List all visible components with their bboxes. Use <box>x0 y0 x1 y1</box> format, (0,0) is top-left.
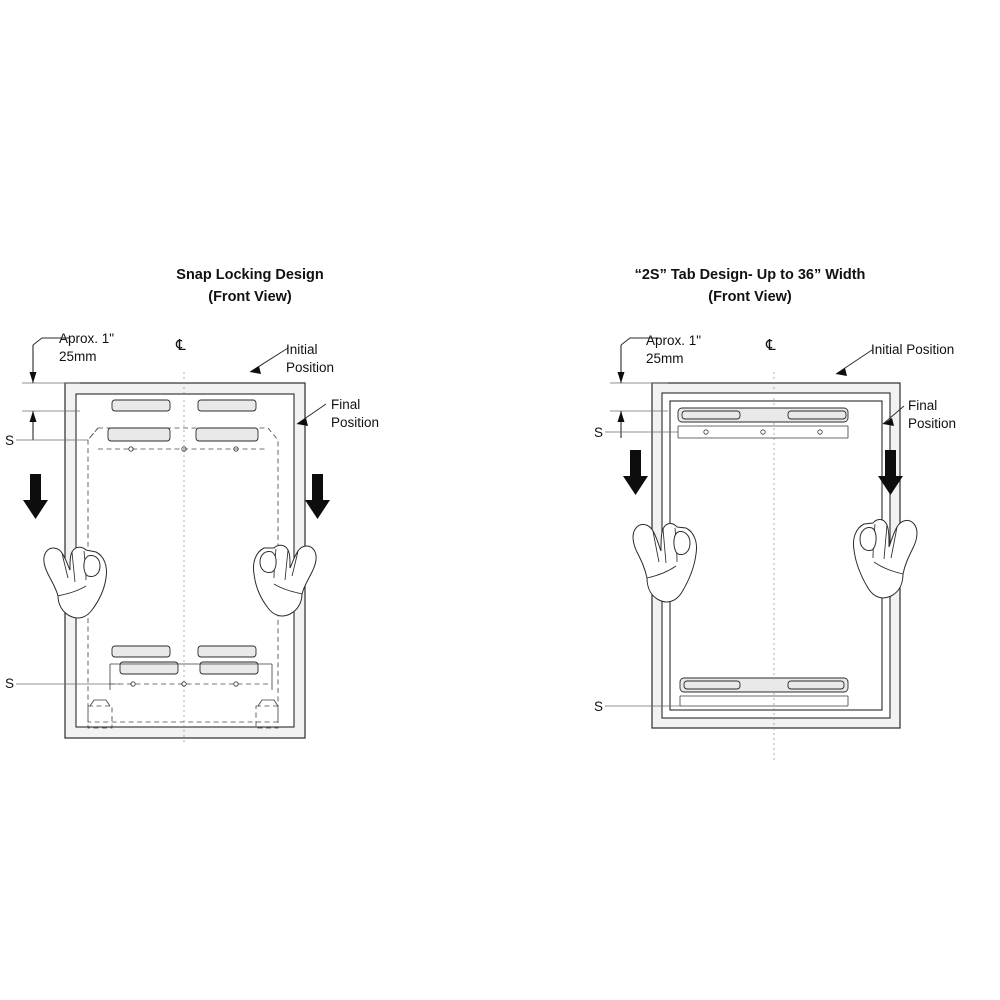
dimension-label-line1: Aprox. 1" <box>646 333 702 348</box>
support-bottom-label-snap: S <box>5 676 15 691</box>
final-position-line1: Final <box>908 398 938 413</box>
final-position-line2: Position <box>331 414 380 430</box>
panel-2s-tab-design <box>500 0 1000 1000</box>
dimension-label-line2: 25mm <box>646 350 684 366</box>
dimension-arrowhead-down <box>618 372 625 383</box>
tab-lower-right <box>198 646 256 657</box>
push-arrow-right <box>305 474 330 519</box>
push-arrow-left <box>23 474 48 519</box>
support-top-label-2s: S <box>594 425 604 440</box>
final-position-label-2s <box>908 397 956 432</box>
snap-clip-top-right <box>196 428 258 441</box>
final-position-line1: Final <box>331 397 361 412</box>
tab-bottom-right <box>788 681 844 689</box>
tab-upper-right <box>198 400 256 411</box>
initial-position-arrowhead <box>836 368 847 376</box>
2s-tab-drawing <box>500 0 1000 1000</box>
push-arrow-left <box>623 450 648 495</box>
tab-top-right <box>788 411 846 419</box>
tab-upper-left <box>112 400 170 411</box>
initial-position-arrowhead <box>250 366 261 374</box>
dimension-label-line1: Aprox. 1" <box>59 331 115 346</box>
panel-title-line2: (Front View) <box>708 289 792 306</box>
centerline-symbol-snap: ℄ <box>176 337 186 354</box>
panel-title-line2: (Front View) <box>208 289 292 306</box>
panel-face <box>670 401 882 710</box>
tab-bottom-left <box>684 681 740 689</box>
tab-top-left <box>682 411 740 419</box>
initial-position-label-2s: Initial Position <box>871 342 955 357</box>
initial-position-line2: Position <box>286 359 335 375</box>
tab-lower-left <box>112 646 170 657</box>
support-top-label-snap: S <box>5 433 15 448</box>
dimension-label-2s <box>646 332 701 367</box>
dimension-label-line2: 25mm <box>59 348 97 364</box>
snap-clip-top-left <box>108 428 170 441</box>
centerline-symbol-2s: ℄ <box>766 337 776 354</box>
support-bottom-label-2s: S <box>594 699 604 714</box>
dimension-arrowhead-up <box>618 411 625 422</box>
initial-position-label-snap <box>286 341 334 376</box>
dimension-arrowhead-up <box>30 411 37 422</box>
initial-position-line1: Initial <box>286 342 318 357</box>
dimension-arrowhead-down <box>30 372 37 383</box>
panel-title-line1: “2S” Tab Design- Up to 36” Width <box>634 267 866 283</box>
dimension-label-snap <box>59 330 114 365</box>
panel-title-line1: Snap Locking Design <box>176 267 324 283</box>
final-position-label-snap <box>331 396 379 431</box>
final-position-line2: Position <box>908 415 957 431</box>
